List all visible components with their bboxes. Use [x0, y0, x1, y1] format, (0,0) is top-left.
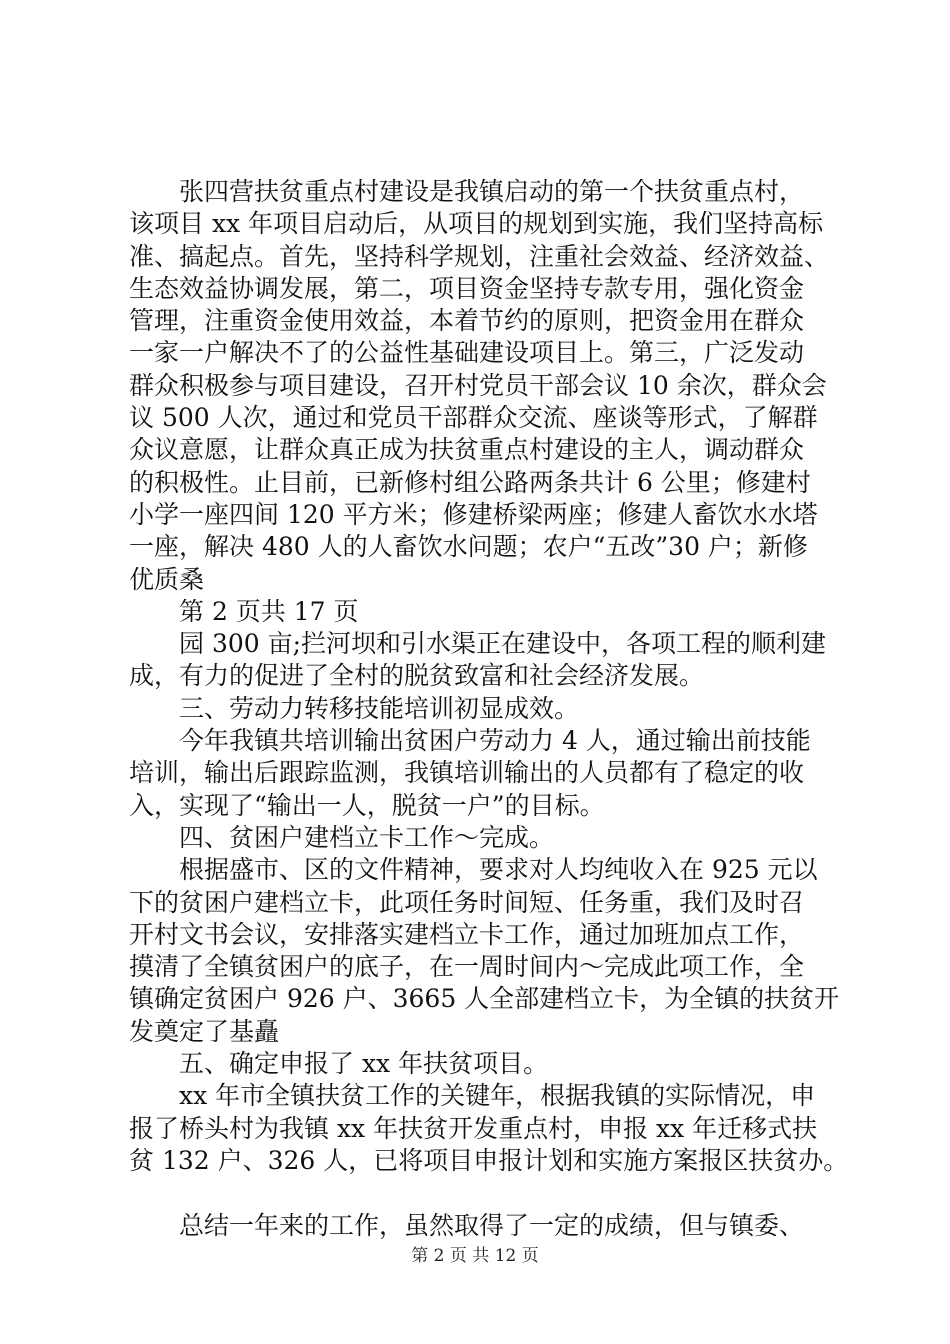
- paragraph-line: 成，有力的促进了全村的脱贫致富和社会经济发展。: [129, 661, 705, 691]
- paragraph-line: 培训，输出后跟踪监测，我镇培训输出的人员都有了稳定的收: [129, 758, 805, 788]
- paragraph-line: 下的贫困户建档立卡，此项任务时间短、任务重，我们及时召: [129, 887, 805, 917]
- paragraph-line: 一座，解决 480 人的人畜饮水问题；农户“五改”30 户；新修: [129, 532, 808, 562]
- paragraph-line: 该项目 xx 年项目启动后，从项目的规划到实施，我们坚持高标: [129, 209, 824, 239]
- paragraph-line: xx 年市全镇扶贫工作的关键年，根据我镇的实际情况，申: [179, 1081, 816, 1111]
- paragraph-line: 园 300 亩;拦河坝和引水渠正在建设中，各项工程的顺利建: [179, 629, 827, 659]
- document-body: [129, 176, 849, 1243]
- paragraph-line: 的积极性。止目前，已新修村组公路两条共计 6 公里；修建村: [129, 467, 811, 497]
- paragraph-spacer: [129, 1177, 829, 1210]
- paragraph-line: 小学一座四间 120 平方米；修建桥梁两座；修建人畜饮水水塔: [129, 499, 818, 529]
- paragraph-line: 一家一户解决不了的公益性基础建设项目上。第三，广泛发动: [129, 338, 805, 368]
- paragraph-line: 准、搞起点。首先，坚持科学规划，注重社会效益、经济效益、: [129, 241, 830, 271]
- page-footer: 第 2 页 共 12 页: [411, 1246, 539, 1266]
- paragraph-line: 议 500 人次，通过和党员干部群众交流、座谈等形式，了解群: [129, 403, 818, 433]
- section-heading: 五、确定申报了 xx 年扶贫项目。: [179, 1049, 549, 1079]
- section-heading: 三、劳动力转移技能培训初显成效。: [179, 693, 580, 723]
- inline-page-marker: 第 2 页共 17 页: [179, 596, 359, 626]
- paragraph-line: 张四营扶贫重点村建设是我镇启动的第一个扶贫重点村，: [179, 177, 805, 206]
- paragraph-line: 管理，注重资金使用效益，本着节约的原则，把资金用在群众: [129, 306, 805, 336]
- paragraph-line: 摸清了全镇贫困户的底子，在一周时间内～完成此项工作，全: [129, 952, 805, 982]
- paragraph-line: 众议意愿，让群众真正成为扶贫重点村建设的主人，调动群众: [129, 435, 805, 465]
- paragraph-line: 入，实现了“输出一人，脱贫一户”的目标。: [129, 790, 605, 820]
- paragraph-line: 镇确定贫困户 926 户、3665 人全部建档立卡，为全镇的扶贫开: [129, 984, 840, 1014]
- paragraph-line: 生态效益协调发展，第二，项目资金坚持专款专用，强化资金: [129, 273, 805, 303]
- paragraph-line: 报了桥头村为我镇 xx 年扶贫开发重点村，申报 xx 年迁移式扶: [129, 1113, 818, 1143]
- paragraph-line: 优质桑: [129, 564, 205, 594]
- paragraph-line: 发奠定了基矗: [129, 1016, 280, 1046]
- paragraph-line: 贫 132 户、326 人，已将项目申报计划和实施方案报区扶贫办。: [129, 1145, 849, 1175]
- paragraph-line: 群众积极参与项目建设，召开村党员干部会议 10 余次，群众会: [129, 370, 827, 400]
- paragraph-line: 总结一年来的工作，虽然取得了一定的成绩，但与镇委、: [179, 1211, 805, 1241]
- paragraph-line: 开村文书会议，安排落实建档立卡工作，通过加班加点工作，: [129, 919, 805, 949]
- paragraph-line: 今年我镇共培训输出贫困户劳动力 4 人，通过输出前技能: [179, 726, 811, 756]
- paragraph-line: 根据盛市、区的文件精神，要求对人均纯收入在 925 元以: [179, 855, 818, 885]
- section-heading: 四、贫困户建档立卡工作～完成。: [179, 822, 555, 852]
